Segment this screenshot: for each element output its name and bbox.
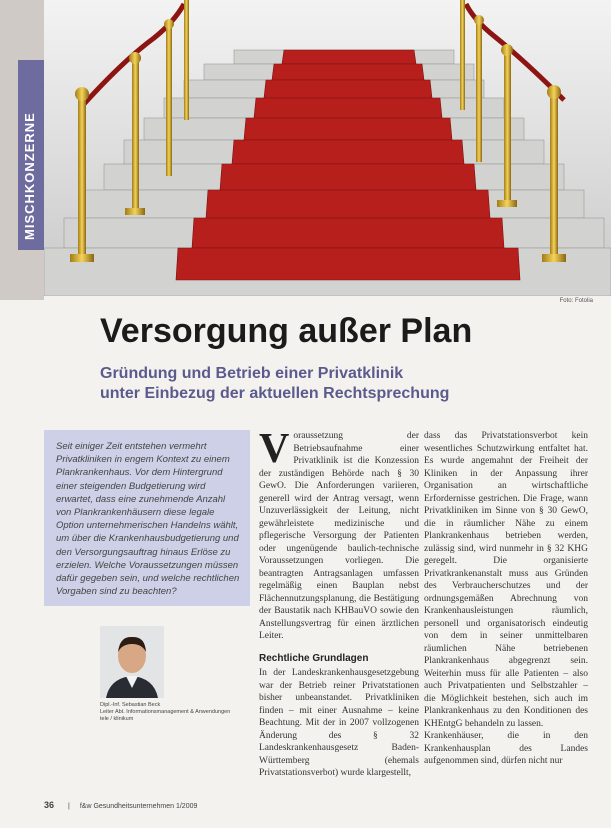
red-carpet-staircase-illustration [44, 0, 611, 296]
body-paragraph: Krankenhäuser, die in den Krankenhausplan des Landes aufgenommen sind, dürfen nicht nur [424, 731, 588, 766]
teaser-box [44, 430, 250, 606]
body-paragraph: In der Landeskrankenhausgesetzgebung war der Betrieb reiner Privatstationen bisher unbeanstandet. Privatkliniken finden – mit einer Ausnahme – keine Beachtung. Mit der in 2007 vollzogenen Änderung des § 32 Landeskrankenhausgesetz Baden-Württemberg (ehemals Privatstationsverbot) wurde klargestellt, [259, 668, 419, 778]
article-column-2 [424, 430, 588, 768]
hero-image [44, 0, 611, 296]
photo-credit: Foto: Fotolia [559, 298, 593, 304]
intro-text: oraussetzung der Betriebsaufnahme einer Privatklinik ist die Konzession der zuständigen Behörde nach § 30 GewO. Die Anforderungen variieren, generell wird der Antrag versagt, wenn Unzuverlässigkeit der Leitung, nicht gewährleistete medizinische und pflegerische Versorgung der Patienten oder ungenügende baulich-technische Voraussetzungen vorliegen. Die beantragten Antragsanlagen umfassen regelmäßig einen Bauplan nebst Flächennutzungsplanung, die Bestätigung der Baustatik nach KHBauVO sowie den Anstellungsvertrag für einen ärztlichen Leiter. [259, 431, 419, 641]
author-portrait [100, 626, 164, 698]
intro-paragraph [259, 426, 419, 643]
teaser-text: Seit einiger Zeit entstehen vermehrt Privatkliniken in engem Kontext zu einem Plankrankenhaus. Vor dem Hintergrund einer steigenden Budgetierung wird erwartet, dass eine zunehmende Anzahl von Plankrankenhäusern diese legale Option unternehmerischen Handelns wählt, um über die Krankenhausbudgetierung und den Versorgungsauftrag hinaus Erlöse zu erzielen. Welche Voraussetzungen müssen dafür gegeben sein, und welche rechtlichen Vorgaben sind zu beachten? [56, 441, 240, 598]
page-number: 36 [44, 800, 55, 810]
section-label: MISCHKONZERNE [22, 112, 37, 240]
drop-cap: V [259, 426, 290, 472]
author-caption [100, 702, 250, 723]
publication-name: f&w Gesundheitsunternehmen 1/2009 [79, 803, 198, 810]
section-heading: Rechtliche Grundlagen [259, 652, 369, 664]
author-name: Dipl.-Inf. Sebastian Beck [100, 702, 161, 708]
subtitle-line-1: Gründung und Betrieb einer Privatklinik [100, 365, 404, 382]
article-column-1 [259, 426, 419, 780]
section-tag [18, 60, 46, 250]
article-title: Versorgung außer Plan [100, 312, 473, 350]
article-subtitle [100, 364, 449, 404]
author-org: tele / klinikum [100, 716, 134, 722]
footer-divider: | [68, 803, 70, 810]
subtitle-line-2: unter Einbezug der aktuellen Rechtsprechung [100, 385, 450, 402]
author-role: Leiter Abt. Informationsmanagement & Anwendungen [100, 709, 231, 715]
page-footer [44, 800, 584, 810]
body-paragraph: dass das Privatstationsverbot kein wesentliches Schutzwirkung entfaltet hat. Es wurde angemahnt der Freiheit der Kliniken in der Anpassung ihrer Organisation an wirtschaftliche Erfordernisse gestrichen. Die Frage, wann Privatkliniken im Sinne von § 30 GewO, die in räumlicher Nähe zu einem Plankrankenhaus betrieben werden, zulässig sind, wird nunmehr in § 32 KHG geregelt. Die organisierte Privatkrankenanstalt muss aus Gründen des Verbraucherschutzes und der ordnungsgemäßen Abrechnung von Krankenhausleistungen räumlich, personell und organisatorisch eindeutig von dem in seiner unmittelbaren räumlichen Nähe betriebenen Plankrankenhaus abgegrenzt sein. Weiterhin muss für alle Patienten – also auch Privatpatienten und Selbstzahler – die Möglichkeit bestehen, sich auch im Plankrankenhaus zu den Konditionen des KHEntgG behandeln zu lassen. [424, 431, 588, 729]
